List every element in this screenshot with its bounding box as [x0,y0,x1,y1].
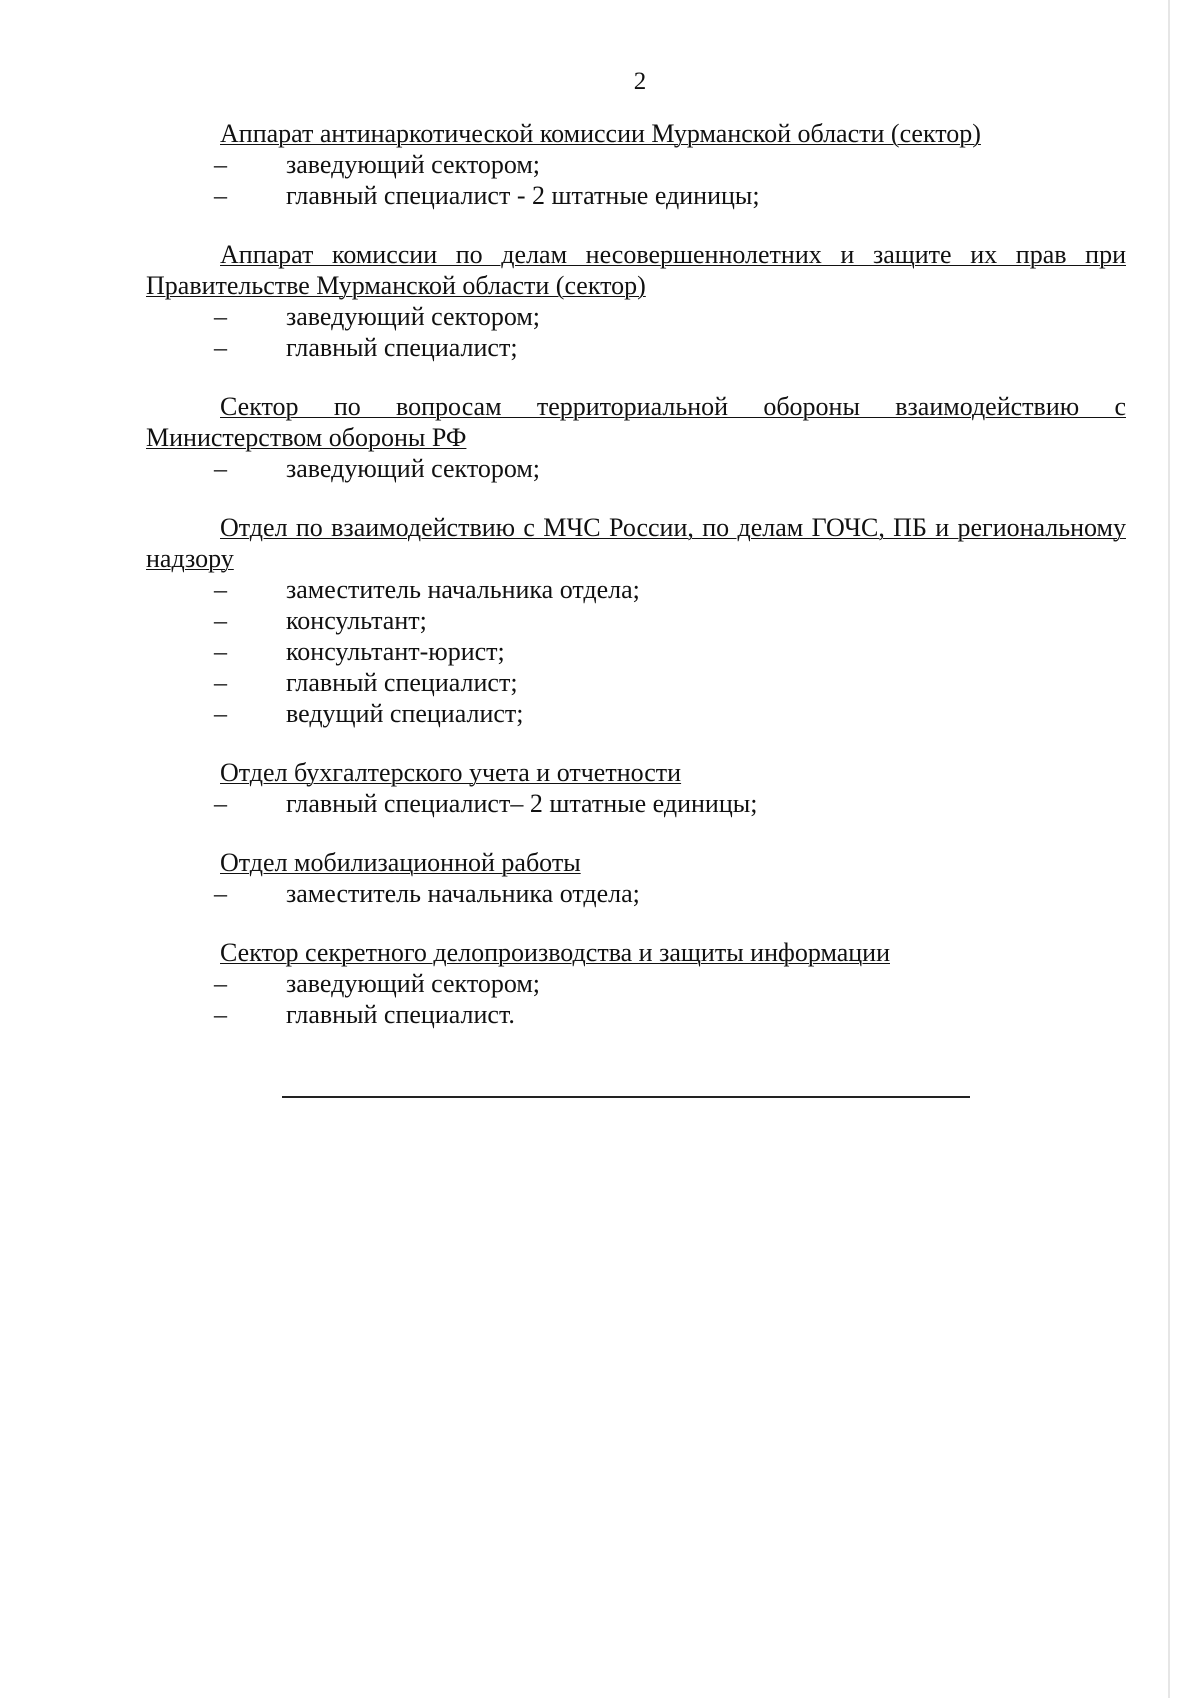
position-list [146,968,1126,1030]
list-item [146,301,1126,332]
section-emergency-department [146,512,1126,729]
position-text: заведующий сектором; [286,969,541,998]
list-item [146,878,1126,909]
list-item [146,788,1126,819]
position-list [146,149,1126,211]
dash-marker: – [214,606,227,635]
position-text: главный специалист. [286,1000,515,1029]
dash-marker: – [214,181,227,210]
position-list [146,301,1126,363]
position-text: консультант; [286,606,427,635]
dash-marker: – [214,637,227,666]
dash-marker: – [214,699,227,728]
position-list [146,878,1126,909]
position-text: заведующий сектором; [286,302,541,331]
position-text: главный специалист– 2 штатные единицы; [286,789,758,818]
section-heading: Отдел бухгалтерского учета и отчетности [220,758,682,787]
dash-marker: – [214,789,227,818]
section-accounting [146,757,1126,819]
dash-marker: – [214,668,227,697]
scan-edge-line [1168,0,1170,1698]
position-text: заведующий сектором; [286,454,541,483]
list-item [146,605,1126,636]
section-antinarcotic-commission [146,118,1126,211]
position-text: заместитель начальника отдела; [286,879,640,908]
section-heading: Аппарат антинаркотической комиссии Мурманской области (сектор) [220,119,981,148]
position-list [146,453,1126,484]
list-item [146,667,1126,698]
position-text: консультант-юрист; [286,637,505,666]
list-item [146,453,1126,484]
list-item [146,332,1126,363]
dash-marker: – [214,879,227,908]
section-mobilization [146,847,1126,909]
document-body [146,118,1126,1058]
closing-rule [282,1096,970,1098]
section-territorial-defense [146,391,1126,484]
section-minors-commission [146,239,1126,363]
list-item [146,968,1126,999]
position-text: заведующий сектором; [286,150,541,179]
section-heading: Сектор по вопросам территориальной обороны взаимодействию с Министерством обороны РФ [146,392,1126,452]
position-text: главный специалист; [286,333,518,362]
dash-marker: – [214,454,227,483]
section-secret-records [146,937,1126,1030]
section-heading: Отдел мобилизационной работы [220,848,581,877]
list-item [146,999,1126,1030]
list-item [146,149,1126,180]
position-text: главный специалист; [286,668,518,697]
position-list [146,788,1126,819]
list-item [146,574,1126,605]
position-text: ведущий специалист; [286,699,524,728]
dash-marker: – [214,302,227,331]
dash-marker: – [214,575,227,604]
list-item [146,180,1126,211]
position-text: заместитель начальника отдела; [286,575,640,604]
section-heading: Сектор секретного делопроизводства и защиты информации [220,938,890,967]
page-number: 2 [633,68,647,95]
dash-marker: – [214,333,227,362]
list-item [146,636,1126,667]
dash-marker: – [214,969,227,998]
position-text: главный специалист - 2 штатные единицы; [286,181,760,210]
position-list [146,574,1126,729]
list-item [146,698,1126,729]
section-heading: Отдел по взаимодействию с МЧС России, по делам ГОЧС, ПБ и региональному надзору [146,513,1126,573]
dash-marker: – [214,1000,227,1029]
section-heading: Аппарат комиссии по делам несовершеннолетних и защите их прав при Правительстве Мурманской области (сектор) [146,240,1126,300]
dash-marker: – [214,150,227,179]
